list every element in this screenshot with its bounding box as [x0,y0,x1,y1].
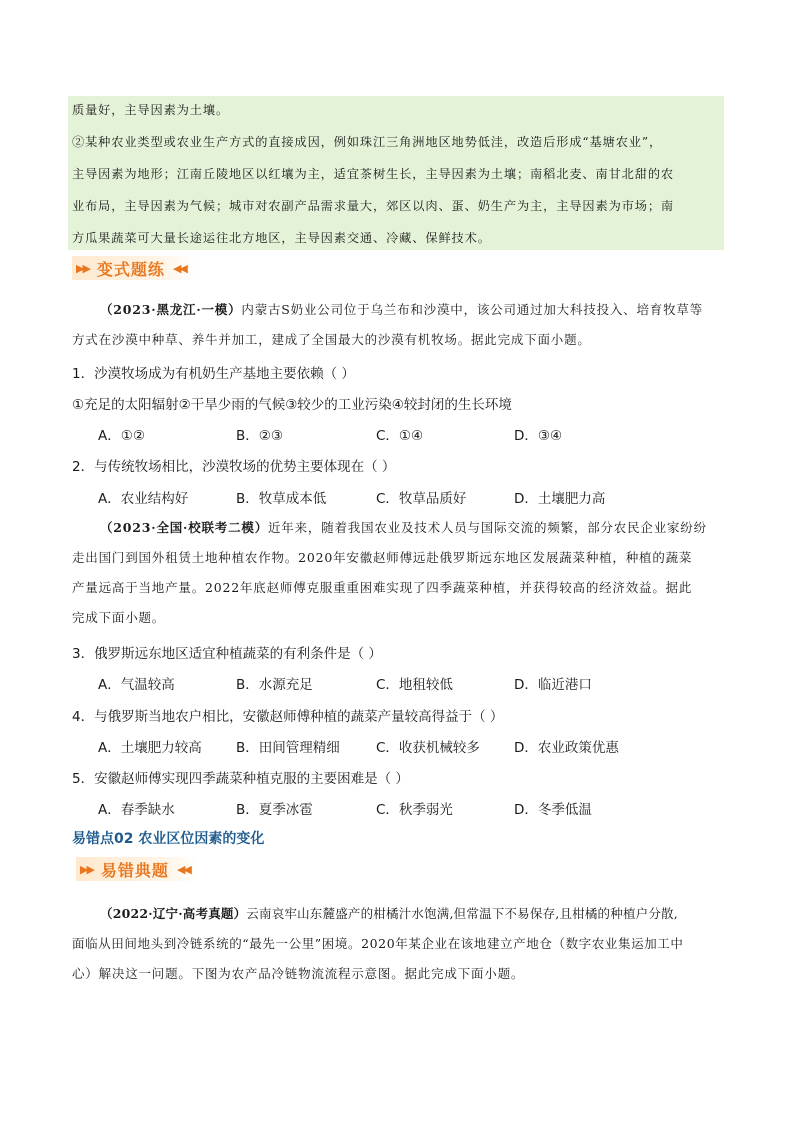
option-b[interactable]: B．②③ [236,428,283,444]
passage-line: （2023·黑龙江·一模）内蒙古S奶业公司位于乌兰布和沙漠中，该公司通过加大科技投入、培育牧草等 [100,302,703,317]
option-b[interactable]: B．田间管理精细 [236,740,340,756]
question-stem: 1．沙漠牧场成为有机奶生产基地主要依赖（ ） [72,366,355,382]
callout-line: 质量好，主导因素为土壤。 [72,103,230,117]
question-stem: 3．俄罗斯远东地区适宜种植蔬菜的有利条件是（ ） [72,646,382,662]
option-a[interactable]: A．春季缺水 [98,802,175,818]
callout-line: ②某种农业类型或农业生产方式的直接成因，例如珠江三角洲地区地势低洼，改造后形成“基塘农业”， [72,135,663,149]
passage-line: 心）解决这一问题。下图为农产品冷链物流流程示意图。据此完成下面小题。 [72,966,525,981]
option-d[interactable]: D．临近港口 [514,677,592,693]
option-a[interactable]: A．农业结构好 [98,491,189,507]
passage-line: 完成下面小题。 [72,610,166,625]
question-stem: 5．安徽赵师傅实现四季蔬菜种植克服的主要困难是（ ） [72,771,409,787]
knowledge-callout [68,96,724,250]
double-arrow-right-icon: ▶▶ [76,261,89,275]
option-d[interactable]: D．③④ [514,428,563,444]
option-row [98,798,652,818]
double-arrow-right-icon: ▶▶ [80,862,93,876]
option-a[interactable]: A．土壤肥力较高 [98,740,202,756]
question-stem: 4．与俄罗斯当地农户相比，安徽赵师傅种植的蔬菜产量较高得益于（ ） [72,709,504,725]
question-stem: 2．与传统牧场相比，沙漠牧场的优势主要体现在（ ） [72,459,396,475]
option-row [98,487,652,507]
section-tag-title: 易错典题 [100,860,169,880]
option-a[interactable]: A．气温较高 [98,677,175,693]
passage-line: 走出国门到国外租赁土地种植农作物。2020年安徽赵师傅远赴俄罗斯远东地区发展蔬菜种植，种植的蔬菜 [72,550,693,565]
option-b[interactable]: B．夏季冰雹 [236,802,313,818]
section-tag-variant-practice [72,256,196,280]
option-row [98,673,652,693]
passage-line: （2023·全国·校联考二模）近年来，随着我国农业及技术人员与国际交流的频繁，部分农民企业家纷纷 [100,520,707,535]
passage-line: （2022·辽宁·高考真题）云南哀牢山东麓盛产的柑橘汁水饱满,但常温下不易保存,且柑橘的种植户分散, [100,906,678,921]
question-source: （2023·黑龙江·一模） [100,302,242,317]
question-source: （2022·辽宁·高考真题） [100,906,247,921]
passage-line: 产量远高于当地产量。2022年底赵师傅克服重重困难实现了四季蔬菜种植，并获得较高的经济效益。据此 [72,580,693,595]
option-d[interactable]: D．冬季低温 [514,802,592,818]
option-b[interactable]: B．牧草成本低 [236,491,327,507]
option-c[interactable]: C．收获机械较多 [376,740,480,756]
option-c[interactable]: C．地租较低 [376,677,453,693]
option-row [98,424,652,444]
option-b[interactable]: B．水源充足 [236,677,313,693]
section-tag-typical-errors [76,857,200,881]
section-heading: 易错点02 农业区位因素的变化 [72,831,265,847]
callout-line: 方瓜果蔬菜可大量长途运往北方地区，主导因素交通、冷藏、保鲜技术。 [72,231,491,245]
passage-line: 方式在沙漠中种草、养牛并加工，建成了全国最大的沙漠有机牧场。据此完成下面小题。 [72,332,591,347]
option-d[interactable]: D．农业政策优惠 [514,740,619,756]
question-source: （2023·全国·校联考二模） [100,520,268,535]
option-c[interactable]: C．秋季弱光 [376,802,453,818]
passage-line: 面临从田间地头到冷链系统的“最先一公里”困境。2020年某企业在该地建立产地仓（数字农业集运加工中 [72,936,684,951]
question-statements: ①充足的太阳辐射②干旱少雨的气候③较少的工业污染④较封闭的生长环境 [72,397,512,413]
option-d[interactable]: D．土壤肥力高 [514,491,606,507]
option-c[interactable]: C．①④ [376,428,424,444]
option-a[interactable]: A．①② [98,428,145,444]
double-arrow-left-icon: ◀◀ [172,261,186,275]
section-tag-title: 变式题练 [96,259,165,279]
callout-line: 业布局，主导因素为气候；城市对农副产品需求量大，郊区以肉、蛋、奶生产为主，主导因素为市场；南 [72,199,675,213]
callout-line: 主导因素为地形；江南丘陵地区以红壤为主，适宜茶树生长，主导因素为土壤；南稻北麦、南甘北甜的农 [72,167,675,181]
double-arrow-left-icon: ◀◀ [176,862,190,876]
option-c[interactable]: C．牧草品质好 [376,491,467,507]
option-row [98,736,652,756]
